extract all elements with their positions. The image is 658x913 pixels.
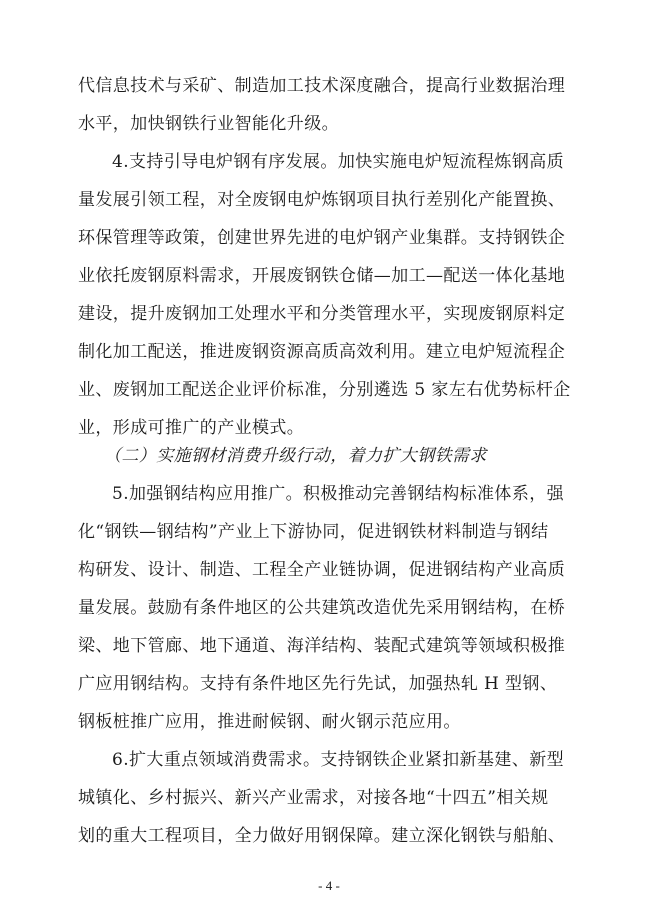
text-line: 划的重大工程项目，全力做好用钢保障。建立深化钢铁与船舶、 xyxy=(78,826,566,846)
text-line: 6.扩大重点领域消费需求。支持钢铁企业紧扣新基建、新型 xyxy=(112,750,565,770)
text-line: 代信息技术与采矿、制造加工技术深度融合，提高行业数据治理 xyxy=(78,76,566,96)
text-line: 量发展引领工程，对全废钢电炉炼钢项目执行差别化产能置换、 xyxy=(78,190,566,210)
text-line: 钢板桩推广应用，推进耐候钢、耐火钢示范应用。 xyxy=(78,712,461,732)
text-line: 5.加强钢结构应用推广。积极推动完善钢结构标准体系，强 xyxy=(112,484,565,504)
text-line: 水平，加快钢铁行业智能化升级。 xyxy=(78,114,339,134)
text-line: 城镇化、乡村振兴、新兴产业需求，对接各地“十四五”相关规 xyxy=(78,788,549,808)
text-line: 建设，提升废钢加工处理水平和分类管理水平，实现废钢原料定 xyxy=(78,304,566,324)
text-line: 环保管理等政策，创建世界先进的电炉钢产业集群。支持钢铁企 xyxy=(78,228,566,248)
text-line: 4.支持引导电炉钢有序发展。加快实施电炉短流程炼钢高质 xyxy=(112,152,565,172)
text-line: 制化加工配送，推进废钢资源高质高效利用。建立电炉短流程企 xyxy=(78,342,566,362)
text-line: 量发展。鼓励有条件地区的公共建筑改造优先采用钢结构，在桥 xyxy=(78,598,566,618)
section-heading: （二）实施钢材消费升级行动，着力扩大钢铁需求 xyxy=(104,446,487,466)
text-line: 业依托废钢原料需求，开展废钢铁仓储—加工—配送一体化基地 xyxy=(78,266,566,286)
text-line: 化“钢铁—钢结构”产业上下游协同，促进钢铁材料制造与钢结 xyxy=(78,522,549,542)
page-number: - 4 - xyxy=(318,878,340,893)
text-line: 构研发、设计、制造、工程全产业链协调，促进钢结构产业高质 xyxy=(78,560,566,580)
text-line: 业、废钢加工配送企业评价标准，分别遴选 5 家左右优势标杆企 xyxy=(78,380,571,400)
text-line: 梁、地下管廊、地下通道、海洋结构、装配式建筑等领域积极推 xyxy=(78,636,566,656)
text-line: 业，形成可推广的产业模式。 xyxy=(78,418,305,438)
text-line: 广应用钢结构。支持有条件地区先行先试，加强热轧 H 型钢、 xyxy=(78,674,558,694)
